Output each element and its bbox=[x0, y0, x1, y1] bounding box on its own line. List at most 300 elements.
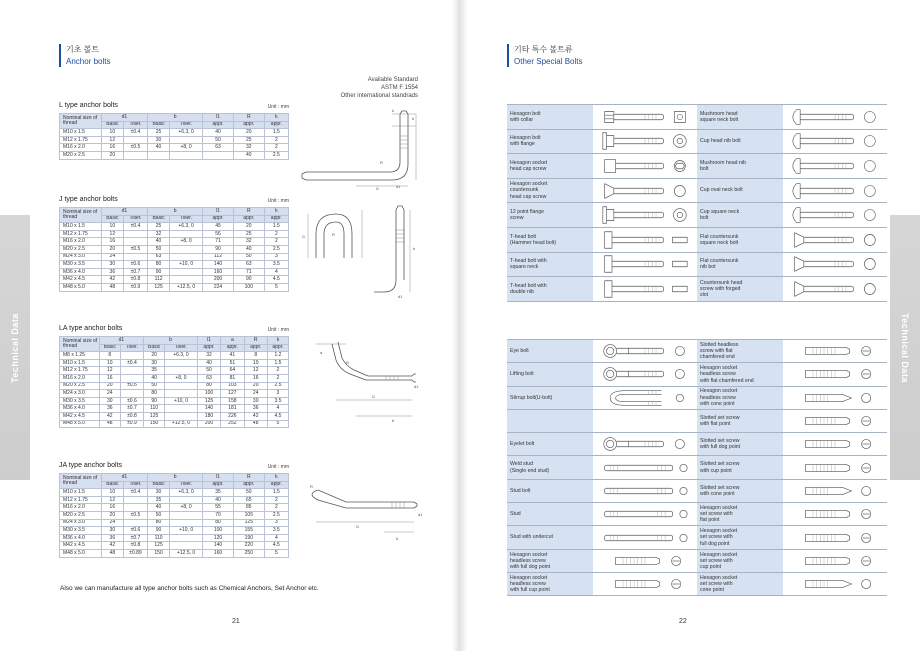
product-name: T-head bolt with double nib bbox=[507, 277, 593, 302]
table-cell bbox=[170, 276, 203, 284]
header-cell: Nominal size of thread bbox=[60, 114, 102, 129]
table-cell: 10 bbox=[101, 129, 123, 137]
product-name: Flat countersunk nib bot bbox=[697, 252, 783, 277]
header-cell: k bbox=[264, 114, 288, 122]
product-drawing bbox=[593, 105, 697, 130]
setscrew-icon bbox=[593, 573, 697, 595]
product-row bbox=[507, 129, 887, 154]
table-cell: 2 bbox=[264, 230, 288, 238]
table-cell: 45 bbox=[203, 223, 234, 231]
table-cell: ±0.5 bbox=[123, 511, 147, 519]
table-cell: 50 bbox=[233, 253, 264, 261]
table-cell: 10 bbox=[99, 359, 120, 367]
table-cell bbox=[148, 151, 170, 159]
table-cell: 5 bbox=[264, 283, 288, 291]
unit-label: Unit : mm bbox=[267, 464, 289, 470]
subheader-cell: Basic bbox=[148, 121, 170, 129]
table-cell: 20 bbox=[101, 151, 123, 159]
header-cell: d1 bbox=[101, 114, 147, 122]
table-cell: 35 bbox=[148, 496, 170, 504]
product-name: Slotted set screw with cup point bbox=[697, 456, 783, 479]
section-title: J type anchor bolts bbox=[59, 196, 118, 203]
product-drawing bbox=[593, 363, 697, 386]
setscrew-icon bbox=[593, 550, 697, 572]
product-drawing bbox=[783, 409, 887, 432]
svg-text:d1: d1 bbox=[414, 384, 419, 389]
table-cell: 125 bbox=[148, 283, 170, 291]
product-name: Hexagon bolt with flange bbox=[507, 129, 593, 154]
product-name: Lifting bolt bbox=[507, 363, 593, 386]
product-name: Cup head nib bolt bbox=[697, 129, 783, 154]
product-drawing bbox=[783, 252, 887, 277]
table-cell: 10 bbox=[101, 223, 123, 231]
table-cell bbox=[123, 496, 147, 504]
table-cell: 150 bbox=[144, 420, 165, 428]
table-row bbox=[60, 420, 289, 428]
table-cell: 120 bbox=[203, 534, 234, 542]
table-cell: 140 bbox=[203, 261, 234, 269]
table-cell bbox=[170, 534, 203, 542]
standard-line: ASTM F 1554 bbox=[380, 85, 418, 91]
table-cell: 63 bbox=[233, 261, 264, 269]
la-type-table bbox=[59, 336, 289, 428]
table-cell: M42 x 4.5 bbox=[60, 412, 100, 420]
table-cell: M20 x 2.5 bbox=[60, 511, 102, 519]
table-cell bbox=[123, 151, 147, 159]
table-cell: 112 bbox=[148, 276, 170, 284]
svg-text:d1: d1 bbox=[398, 294, 403, 299]
product-name: Mushroom head nib bolt bbox=[697, 154, 783, 179]
table-row bbox=[60, 129, 289, 137]
product-drawing bbox=[783, 549, 887, 572]
table-row bbox=[60, 504, 289, 512]
svg-text:R: R bbox=[332, 232, 335, 237]
flange-icon bbox=[593, 204, 697, 226]
product-drawing bbox=[593, 549, 697, 572]
subheader-cell: appr. bbox=[233, 481, 264, 489]
table-cell: 32 bbox=[148, 230, 170, 238]
product-drawing bbox=[783, 227, 887, 252]
table-cell: ±0.7 bbox=[123, 534, 147, 542]
product-name: Flat countersunk square neck bolt bbox=[697, 227, 783, 252]
table-cell bbox=[123, 136, 147, 144]
table-cell: ±0.5 bbox=[120, 382, 143, 390]
table-cell: M10 x 1.5 bbox=[60, 359, 100, 367]
subheader-cell: appr. bbox=[264, 481, 288, 489]
side-tab-left bbox=[0, 215, 30, 480]
svg-text:l1: l1 bbox=[372, 394, 376, 399]
table-cell: 20 bbox=[233, 129, 264, 137]
table-cell: 252 bbox=[221, 420, 244, 428]
table-cell: M42 x 4.5 bbox=[60, 276, 102, 284]
subheader-cell: appr. bbox=[203, 215, 234, 223]
table-cell: ±0.6 bbox=[123, 261, 147, 269]
product-drawing bbox=[593, 178, 697, 203]
subheader-cell: Toler. bbox=[170, 215, 203, 223]
svg-text:l1: l1 bbox=[356, 524, 360, 529]
table-cell: 36 bbox=[101, 534, 123, 542]
domehead-icon bbox=[783, 180, 887, 202]
j-type-section bbox=[59, 196, 289, 292]
header-english: Other Special Bolts bbox=[514, 57, 583, 66]
table-cell: 1.5 bbox=[264, 223, 288, 231]
product-row bbox=[507, 105, 887, 130]
la-type-section bbox=[59, 325, 289, 428]
left-page-header bbox=[59, 44, 110, 67]
table-cell: 30 bbox=[148, 489, 170, 497]
table-cell: 226 bbox=[221, 412, 244, 420]
subheader-cell: Basic bbox=[144, 344, 165, 352]
table-cell: 90 bbox=[144, 397, 165, 405]
table-cell: 30 bbox=[101, 261, 123, 269]
product-drawing bbox=[783, 129, 887, 154]
table-row bbox=[60, 136, 289, 144]
setscrew-icon bbox=[783, 503, 887, 525]
header-cell: R bbox=[233, 208, 264, 216]
table-cell: 40 bbox=[148, 238, 170, 246]
table-cell bbox=[170, 268, 203, 276]
table-cell: M16 x 2.0 bbox=[60, 144, 102, 152]
table-cell bbox=[165, 367, 198, 375]
table-cell: 64 bbox=[221, 367, 244, 375]
table-cell: 2 bbox=[264, 496, 288, 504]
table-row bbox=[60, 549, 289, 557]
product-name: Slotted set screw with cone point bbox=[697, 479, 783, 502]
table-row bbox=[60, 367, 289, 375]
table-cell: 4.5 bbox=[264, 542, 288, 550]
product-row bbox=[507, 409, 887, 432]
table-cell: 12 bbox=[101, 496, 123, 504]
csk-icon bbox=[593, 180, 697, 202]
table-cell: 50 bbox=[144, 382, 165, 390]
table-cell bbox=[203, 151, 234, 159]
table-cell: M16 x 2.0 bbox=[60, 238, 102, 246]
product-drawing bbox=[783, 479, 887, 502]
table-row bbox=[60, 390, 289, 398]
table-cell bbox=[170, 253, 203, 261]
table-cell: 32 bbox=[233, 238, 264, 246]
subheader-cell: appr. bbox=[233, 215, 264, 223]
product-name: Cup square neck bolt bbox=[697, 203, 783, 228]
socket-icon bbox=[593, 155, 697, 177]
header-cell: a bbox=[221, 337, 244, 345]
table-cell: M12 x 1.75 bbox=[60, 496, 102, 504]
product-drawing bbox=[783, 433, 887, 456]
table-cell: 140 bbox=[203, 542, 234, 550]
table-row bbox=[60, 382, 289, 390]
table-cell: 1.2 bbox=[267, 352, 288, 360]
svg-text:b: b bbox=[413, 246, 416, 251]
table-cell: 125 bbox=[233, 519, 264, 527]
product-drawing bbox=[783, 456, 887, 479]
table-row bbox=[60, 534, 289, 542]
table-cell bbox=[165, 359, 198, 367]
table-cell: 32 bbox=[197, 352, 220, 360]
table-cell: 2 bbox=[264, 144, 288, 152]
standard-line: Available Standard bbox=[367, 77, 418, 83]
product-drawing bbox=[593, 503, 697, 526]
product-drawing bbox=[593, 409, 697, 432]
table-cell: M24 x 3.0 bbox=[60, 519, 102, 527]
table-cell: 150 bbox=[148, 549, 170, 557]
table-cell: 24 bbox=[101, 253, 123, 261]
table-cell: 10 bbox=[244, 359, 267, 367]
product-drawing bbox=[593, 129, 697, 154]
product-name: Slotted set screw with full dog point bbox=[697, 433, 783, 456]
table-cell: 4 bbox=[264, 534, 288, 542]
table-cell: M36 x 4.0 bbox=[60, 534, 102, 542]
product-drawing bbox=[593, 340, 697, 363]
subheader-cell: appr. bbox=[197, 344, 220, 352]
table-cell: 4.5 bbox=[267, 412, 288, 420]
table-cell: 30 bbox=[148, 136, 170, 144]
table-cell: 56 bbox=[203, 230, 234, 238]
table-cell: +8, 0 bbox=[170, 238, 203, 246]
table-cell: 3.5 bbox=[267, 397, 288, 405]
table-cell: 90 bbox=[148, 268, 170, 276]
table-cell: 2.5 bbox=[267, 382, 288, 390]
table-cell bbox=[123, 253, 147, 261]
table-cell: 42 bbox=[101, 542, 123, 550]
table-cell: 12 bbox=[101, 230, 123, 238]
subheader-cell: appr. bbox=[203, 481, 234, 489]
subheader-cell: appr. bbox=[233, 121, 264, 129]
header-cell: Nominal size of thread bbox=[60, 474, 102, 489]
table-cell: +6.3, 0 bbox=[165, 352, 198, 360]
table-cell: 36 bbox=[99, 405, 120, 413]
table-cell: 50 bbox=[148, 245, 170, 253]
product-drawing bbox=[593, 277, 697, 302]
product-drawing bbox=[783, 203, 887, 228]
thead-icon bbox=[593, 229, 697, 251]
table-cell: ±0.4 bbox=[123, 489, 147, 497]
table-cell: M20 x 2.5 bbox=[60, 382, 100, 390]
table-cell: 3 bbox=[264, 519, 288, 527]
eye-icon bbox=[593, 340, 697, 362]
unit-label: Unit : mm bbox=[267, 327, 289, 333]
table-cell: +12.5, 0 bbox=[170, 283, 203, 291]
svg-text:b: b bbox=[396, 536, 399, 541]
unit-label: Unit : mm bbox=[267, 198, 289, 204]
product-name: Hexagon socket headless screw with full cup point bbox=[507, 572, 593, 595]
stud-icon bbox=[593, 527, 697, 549]
table-cell: 20 bbox=[101, 245, 123, 253]
table-row bbox=[60, 276, 289, 284]
svg-text:b: b bbox=[392, 418, 395, 423]
table-cell: M10 x 1.5 bbox=[60, 489, 102, 497]
table-cell: 70 bbox=[203, 511, 234, 519]
table-cell: 16 bbox=[101, 238, 123, 246]
table-row bbox=[60, 374, 289, 382]
table-cell: 1.5 bbox=[267, 359, 288, 367]
table-cell: 125 bbox=[144, 412, 165, 420]
table-cell: 40 bbox=[233, 245, 264, 253]
subheader-cell: Basic bbox=[99, 344, 120, 352]
table-cell: 110 bbox=[144, 405, 165, 413]
table-cell: 160 bbox=[203, 549, 234, 557]
product-row bbox=[507, 456, 887, 479]
page-gutter-shadow bbox=[452, 0, 460, 651]
table-cell: 42 bbox=[244, 412, 267, 420]
subheader-cell: Basic bbox=[148, 215, 170, 223]
table-cell: 5 bbox=[267, 420, 288, 428]
table-row bbox=[60, 253, 289, 261]
table-cell: 16 bbox=[244, 374, 267, 382]
conepoint-icon bbox=[783, 480, 887, 502]
domehead-icon bbox=[783, 130, 887, 152]
conepoint-icon bbox=[783, 573, 887, 595]
product-row bbox=[507, 363, 887, 386]
product-name bbox=[507, 409, 593, 432]
product-row bbox=[507, 340, 887, 363]
table-cell: 50 bbox=[197, 367, 220, 375]
table-cell: 65 bbox=[233, 496, 264, 504]
subheader-cell: Basic bbox=[101, 215, 123, 223]
table-cell: 103 bbox=[221, 382, 244, 390]
product-row bbox=[507, 549, 887, 572]
side-tab-label: Technical Data bbox=[10, 312, 20, 383]
table-cell: 63 bbox=[203, 144, 234, 152]
table-cell: +12.5, 0 bbox=[170, 549, 203, 557]
page-number: 21 bbox=[232, 618, 240, 625]
svg-text:l1: l1 bbox=[302, 234, 306, 239]
table-cell: 100 bbox=[203, 527, 234, 535]
table-cell bbox=[165, 390, 198, 398]
product-drawing bbox=[783, 363, 887, 386]
l-type-table bbox=[59, 113, 289, 160]
table-cell: M36 x 4.0 bbox=[60, 405, 100, 413]
setscrew-icon bbox=[783, 433, 887, 455]
header-cell: l1 bbox=[197, 337, 220, 345]
table-cell: 90 bbox=[203, 245, 234, 253]
svg-text:d1: d1 bbox=[418, 512, 423, 517]
product-name: T-head bolt (Hammer head bolt) bbox=[507, 227, 593, 252]
table-cell: 158 bbox=[221, 397, 244, 405]
table-cell: 42 bbox=[99, 412, 120, 420]
subheader-cell: appr. bbox=[203, 121, 234, 129]
table-cell: 40 bbox=[148, 144, 170, 152]
table-cell: 85 bbox=[233, 504, 264, 512]
table-cell: 35 bbox=[203, 489, 234, 497]
table-cell: 40 bbox=[197, 359, 220, 367]
table-cell: 12 bbox=[99, 367, 120, 375]
setscrew-icon bbox=[783, 527, 887, 549]
header-cell: k bbox=[264, 208, 288, 216]
table-row bbox=[60, 151, 289, 159]
table-cell: 81 bbox=[221, 374, 244, 382]
ja-type-bolt-drawing bbox=[296, 466, 426, 546]
product-drawing bbox=[783, 526, 887, 549]
product-row bbox=[507, 277, 887, 302]
table-cell: 4 bbox=[267, 405, 288, 413]
header-cell: d1 bbox=[101, 208, 147, 216]
product-drawing bbox=[593, 386, 697, 409]
table-cell: 4 bbox=[264, 268, 288, 276]
section-title: JA type anchor bolts bbox=[59, 462, 123, 469]
ja-type-table bbox=[59, 473, 289, 558]
table-cell: 80 bbox=[148, 261, 170, 269]
table-row bbox=[60, 352, 289, 360]
table-cell: +10, 0 bbox=[165, 397, 198, 405]
subheader-cell: Basic bbox=[101, 481, 123, 489]
table-cell: 2 bbox=[264, 504, 288, 512]
table-cell: M48 x 5.0 bbox=[60, 283, 102, 291]
product-name: Eye bolt bbox=[507, 340, 593, 363]
product-drawing bbox=[783, 105, 887, 130]
table-cell: ±0.7 bbox=[123, 268, 147, 276]
table-cell: M24 x 3.0 bbox=[60, 253, 102, 261]
product-name: Hexagon socket set screw with full dog point bbox=[697, 526, 783, 549]
table-row bbox=[60, 542, 289, 550]
table-cell: ±0.4 bbox=[123, 129, 147, 137]
product-drawing bbox=[593, 203, 697, 228]
table-row bbox=[60, 397, 289, 405]
table-cell bbox=[123, 230, 147, 238]
table-cell: 20 bbox=[233, 223, 264, 231]
table-cell: M16 x 2.0 bbox=[60, 504, 102, 512]
table-cell: 8 bbox=[244, 352, 267, 360]
table-cell: M36 x 4.0 bbox=[60, 268, 102, 276]
table-cell: 71 bbox=[233, 268, 264, 276]
table-cell: M20 x 2.5 bbox=[60, 151, 102, 159]
table-cell: 16 bbox=[99, 374, 120, 382]
product-name: Mushroom head square neck bolt bbox=[697, 105, 783, 130]
product-name: Hexagon socket set screw with cone point bbox=[697, 572, 783, 595]
table-cell: 2 bbox=[267, 367, 288, 375]
csk-icon bbox=[783, 278, 887, 300]
thead-icon bbox=[593, 253, 697, 275]
subheader-cell: Toler. bbox=[170, 481, 203, 489]
table-cell: 24 bbox=[99, 390, 120, 398]
product-name: T-head bolt with square neck bbox=[507, 252, 593, 277]
setscrew-icon bbox=[783, 340, 887, 362]
product-name: Hexagon socket countersunk head cap screw bbox=[507, 178, 593, 203]
product-drawing bbox=[783, 503, 887, 526]
flange-icon bbox=[593, 130, 697, 152]
table-cell: 48 bbox=[244, 420, 267, 428]
table-cell: 25 bbox=[148, 129, 170, 137]
header-cell: b bbox=[148, 208, 203, 216]
table-cell: ±0.8 bbox=[123, 542, 147, 550]
table-cell: M30 x 3.5 bbox=[60, 397, 100, 405]
product-drawing bbox=[783, 154, 887, 179]
table-cell: 12 bbox=[101, 136, 123, 144]
table-cell: 40 bbox=[144, 374, 165, 382]
table-cell: 24 bbox=[101, 519, 123, 527]
product-drawing bbox=[593, 456, 697, 479]
table-cell bbox=[165, 412, 198, 420]
table-cell: 50 bbox=[148, 511, 170, 519]
csk-icon bbox=[783, 229, 887, 251]
table-cell: 3.5 bbox=[264, 261, 288, 269]
table-cell: +8, 0 bbox=[165, 374, 198, 382]
setscrew-icon bbox=[783, 457, 887, 479]
table-cell: 20 bbox=[101, 511, 123, 519]
table-cell: M12 x 1.75 bbox=[60, 367, 100, 375]
setscrew-icon bbox=[783, 410, 887, 432]
table-cell: ±0.8 bbox=[120, 412, 143, 420]
table-cell bbox=[170, 245, 203, 253]
table-row bbox=[60, 238, 289, 246]
table-cell: 30 bbox=[101, 527, 123, 535]
table-cell: 25 bbox=[233, 136, 264, 144]
table-cell: ±0.5 bbox=[123, 144, 147, 152]
csk-icon bbox=[783, 253, 887, 275]
table-row bbox=[60, 511, 289, 519]
table-cell: 50 bbox=[203, 136, 234, 144]
subheader-cell: appr. bbox=[264, 215, 288, 223]
unit-label: Unit : mm bbox=[267, 104, 289, 110]
